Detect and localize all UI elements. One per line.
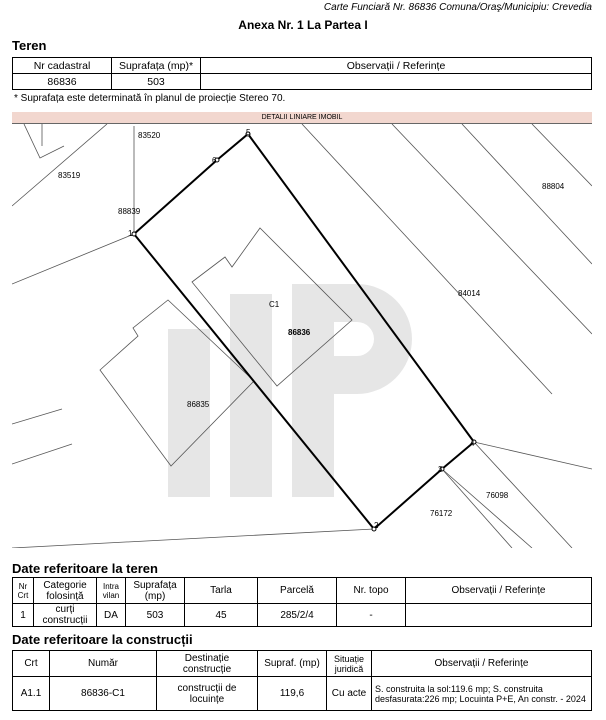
date-constructii-section-title: Date referitoare la construcții — [12, 632, 193, 647]
cell-nr-topo: - — [337, 604, 406, 627]
col-nr-topo: Nr. topo — [337, 578, 406, 604]
col-categorie: Categorie folosință — [34, 578, 97, 604]
cell-intravilan: DA — [97, 604, 126, 627]
vertex-label-1: 1 — [128, 229, 133, 238]
col-observatii-constr: Observații / Referințe — [372, 651, 592, 677]
vertex-label-2: 2 — [374, 521, 379, 530]
vertex-label-3: 3 — [438, 465, 443, 474]
cell-observatii — [201, 74, 592, 90]
cell-observatii-teren — [406, 604, 592, 627]
col-nr-crt: Nr Crt — [13, 578, 34, 604]
label-76098: 76098 — [486, 491, 509, 500]
label-76172: 76172 — [430, 509, 453, 518]
cell-nr-cadastral: 86836 — [13, 74, 112, 90]
cell-supraf-constr: 119,6 — [258, 677, 327, 711]
col-suprafata-teren: Suprafața (mp) — [126, 578, 185, 604]
col-situatie: Situație juridică — [327, 651, 372, 677]
cell-destinatie: construcții de locuințe — [157, 677, 258, 711]
cell-nr-crt: 1 — [13, 604, 34, 627]
date-constructii-table — [12, 650, 592, 711]
col-suprafata: Suprafața (mp)* — [112, 58, 201, 74]
carte-funciara-header: Carte Funciară Nr. 86836 Comuna/Oraş/Municipiu: Crevedia — [323, 2, 592, 13]
vertex-label-4: 4 — [470, 439, 475, 448]
cell-tarla: 45 — [185, 604, 258, 627]
label-84014: 84014 — [458, 289, 481, 298]
cell-suprafata-teren: 503 — [126, 604, 185, 627]
label-88804: 88804 — [542, 182, 565, 191]
col-tarla: Tarla — [185, 578, 258, 604]
col-intravilan: Intra vilan — [97, 578, 126, 604]
teren-section-title: Teren — [12, 38, 47, 53]
vertex-1 — [132, 232, 136, 236]
label-86836: 86836 — [288, 328, 311, 337]
col-supraf-constr: Supraf. (mp) — [258, 651, 327, 677]
date-teren-section-title: Date referitoare la teren — [12, 561, 158, 576]
cell-crt: A1.1 — [13, 677, 50, 711]
teren-table — [12, 57, 592, 90]
plan-svg — [12, 124, 592, 548]
col-nr-cadastral: Nr cadastral — [13, 58, 112, 74]
label-86835: 86835 — [187, 400, 210, 409]
cell-situatie: Cu acte — [327, 677, 372, 711]
vertex-label-5: 5 — [246, 128, 251, 137]
col-observatii-teren: Observații / Referințe — [406, 578, 592, 604]
label-83519: 83519 — [58, 171, 81, 180]
watermark-logo — [168, 284, 412, 497]
cadastral-plan — [12, 123, 592, 548]
col-crt: Crt — [13, 651, 50, 677]
label-88839: 88839 — [118, 207, 141, 216]
cell-observatii-constr: S. construita la sol:119.6 mp; S. construita desfasurata:226 mp; Locuinta P+E, An constr. - 2024 — [372, 677, 592, 711]
cell-numar: 86836-C1 — [50, 677, 157, 711]
col-parcela: Parcelă — [258, 578, 337, 604]
projection-note: * Suprafața este determinată în planul de proiecție Stereo 70. — [14, 93, 286, 104]
label-83520: 83520 — [138, 131, 161, 140]
col-observatii: Observații / Referințe — [201, 58, 592, 74]
date-teren-table — [12, 577, 592, 627]
annex-title: Anexa Nr. 1 La Partea I — [238, 18, 368, 32]
cell-suprafata: 503 — [112, 74, 201, 90]
vertex-label-6: 6 — [212, 156, 217, 165]
label-c1: C1 — [269, 300, 280, 309]
cell-parcela: 285/2/4 — [258, 604, 337, 627]
col-numar: Număr — [50, 651, 157, 677]
detalii-banner: DETALII LINIARE IMOBIL — [12, 112, 592, 123]
cell-categorie: curți construcții — [34, 604, 97, 627]
col-destinatie: Destinație construcție — [157, 651, 258, 677]
